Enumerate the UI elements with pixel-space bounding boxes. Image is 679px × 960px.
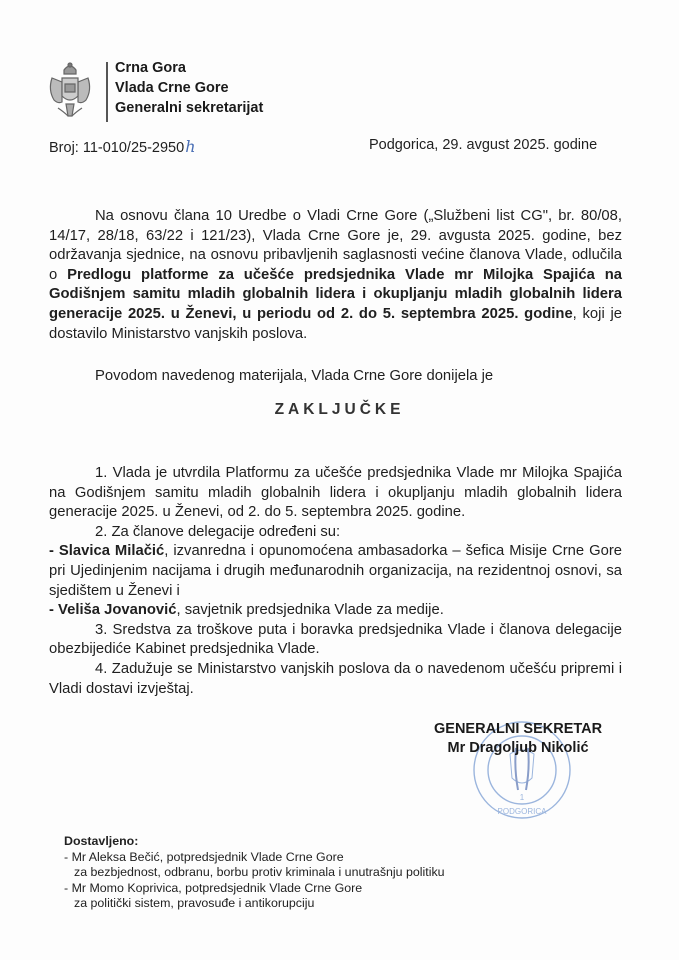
decision-intro: Povodom navedenog materijala, Vlada Crne Gore donijela je bbox=[95, 368, 494, 384]
conclusion-item-1: 1. Vlada je utvrdila Platformu za učešće predsjednika Vlade mr Milojka Spajića na Godišnjem samitu mladih globalnih lidera i okupljanju mladih globalnih lidera generacije 2025. u Ženevi, od 2. do 5. septembra 2025. godine. bbox=[49, 465, 622, 521]
office-name: Generalni sekretarijat bbox=[115, 100, 264, 116]
stamp-city: PODGORICA bbox=[497, 807, 547, 816]
reference-value: 11-010/25-2950 bbox=[82, 140, 185, 156]
conclusion-item-3: 3. Sredstva za troškove puta i boravka predsjednika Vlade i članova delegacije obezbijediće Kabinet predsjednika Vlade. bbox=[49, 621, 622, 658]
delegate-role: , savjetnik predsjednika Vlade za medije. bbox=[176, 602, 444, 619]
handwritten-mark: h bbox=[185, 137, 196, 156]
place-and-date: Podgorica, 29. avgust 2025. godine bbox=[369, 137, 598, 153]
montenegro-coat-of-arms-icon bbox=[44, 60, 96, 124]
signatory-name: Mr Dragoljub Nikolić bbox=[447, 740, 589, 756]
recipient-portfolio: za politički sistem, pravosuđe i antikorupciju bbox=[74, 896, 315, 911]
conclusions-title: ZAKLJUČKE bbox=[274, 401, 405, 418]
government-name: Vlada Crne Gore bbox=[115, 80, 229, 96]
distribution-heading: Dostavljeno: bbox=[64, 834, 139, 848]
delegate-name: Slavica Milačić bbox=[58, 543, 165, 560]
recipient-portfolio: za bezbjednost, odbranu, borbu protiv kriminala i unutrašnju politiku bbox=[74, 865, 445, 880]
preamble-text-end: , koji je dostavilo Ministarstvo vanjskih poslova. bbox=[49, 305, 622, 342]
conclusion-item-4: 4. Zadužuje se Ministarstvo vanjskih poslova da o navedenom učešću pripremi i Vladi dostavi izvještaj. bbox=[49, 660, 622, 697]
reference-label: Broj: bbox=[49, 140, 79, 156]
delegate-item bbox=[49, 542, 622, 601]
delegate-name: Veliša Jovanović bbox=[58, 602, 177, 619]
reference-number bbox=[49, 137, 196, 156]
conclusions-list bbox=[49, 464, 622, 699]
bullet-dash: - bbox=[49, 543, 59, 560]
issuer-block bbox=[115, 58, 263, 118]
subject-title: Predlogu platforme za učešće predsjednika Vlade mr Milojka Spajića na Godišnjem samitu mladih globalnih lidera i okupljanju mladih globalnih lidera generacije 2025. u Ženevi, u periodu od 2. do 5. septembra 2025. godine bbox=[49, 266, 622, 322]
stamp-number: 1 bbox=[519, 793, 525, 802]
country-name: Crna Gora bbox=[115, 60, 186, 76]
recipient-line: - Mr Momo Koprivica, potpredsjednik Vlade Crne Gore bbox=[64, 880, 363, 895]
preamble-paragraph bbox=[49, 207, 622, 344]
distribution-list bbox=[64, 834, 445, 912]
signatory-title: GENERALNI SEKRETAR bbox=[434, 721, 603, 737]
delegate-item bbox=[49, 601, 622, 621]
delegate-role: , izvanredna i opunomoćena ambasadorka – šefica Misije Crne Gore pri Ujedinjenim nacijama i drugih međunarodnih organizacija, na rezidentnoj osnovi, sa sjedištem u Ženevi i bbox=[49, 543, 622, 599]
signature-block bbox=[434, 720, 602, 758]
recipient-line: - Mr Aleksa Bečić, potpredsjednik Vlade Crne Gore bbox=[64, 849, 344, 864]
header-divider bbox=[106, 62, 108, 122]
conclusion-item-2: 2. Za članove delegacije određeni su: bbox=[95, 523, 341, 540]
preamble-text: Na osnovu člana 10 Uredbe o Vladi Crne Gore („Službeni list CG", br. 80/08, 14/17, 28/18, 63/22 i 121/23), Vlada Crne Gore je, 29. avgusta 2025. godine, bez održavanja sjednice, na osnovu pribavljenih saglasnosti većine članova Vlade, odlučila o bbox=[49, 208, 622, 283]
bullet-dash: - bbox=[49, 602, 59, 619]
